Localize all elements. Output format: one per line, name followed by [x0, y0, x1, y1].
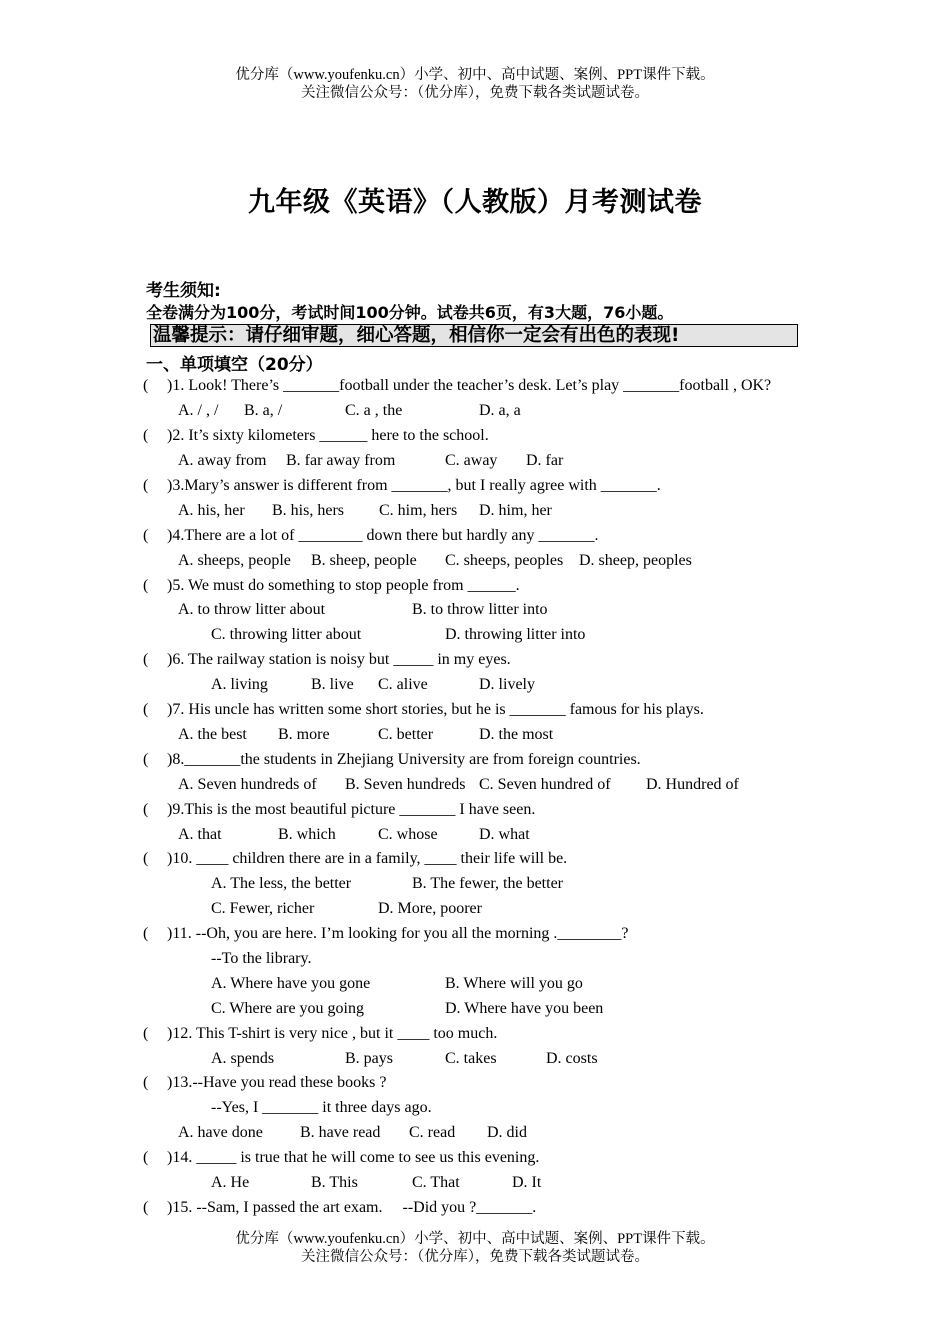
option-a: A. Seven hundreds of	[178, 776, 317, 793]
option-a: A. spends	[211, 1050, 275, 1067]
section-heading: 一、单项填空（20分）	[146, 355, 323, 375]
option-d: D. far	[526, 452, 564, 469]
option-c: C. Seven hundred of	[479, 776, 611, 793]
question-11-reply: --To the library.	[211, 950, 312, 967]
answer-paren: (	[143, 477, 149, 494]
option-b: B. more	[278, 726, 330, 743]
question-text: )8._______the students in Zhejiang University are from foreign countries.	[167, 751, 641, 768]
option-d: D. lively	[479, 676, 535, 693]
option-b: B. live	[311, 676, 354, 693]
question-text: )9.This is the most beautiful picture _______ I have seen.	[167, 801, 536, 818]
question-text: )1. Look! There’s _______football under the teacher’s desk. Let’s play _______football , OK?	[167, 377, 772, 394]
answer-paren: (	[143, 925, 149, 942]
question-1	[143, 376, 771, 396]
option-b: B. sheep, people	[311, 552, 417, 569]
answer-paren: (	[143, 701, 149, 718]
option-c: C. sheeps, peoples	[445, 552, 564, 569]
question-15	[143, 1198, 536, 1218]
header-line-1: 优分库（www.youfenku.cn）小学、初中、高中试题、案例、PPT课件下载。	[235, 67, 715, 83]
option-b: B. This	[311, 1174, 358, 1191]
question-text: )3.Mary’s answer is different from _______, but I really agree with _______.	[167, 477, 661, 494]
option-d: D. More, poorer	[378, 900, 482, 917]
question-6	[143, 650, 511, 670]
question-12	[143, 1024, 497, 1044]
question-text: )15. --Sam, I passed the art exam. --Did you ?_______.	[167, 1199, 537, 1216]
question-10	[143, 849, 567, 869]
option-a: A. that	[178, 826, 222, 843]
question-text: )14. _____ is true that he will come to see us this evening.	[167, 1149, 540, 1166]
option-d: D. It	[512, 1174, 542, 1191]
question-text: )7. His uncle has written some short stories, but he is _______ famous for his plays.	[167, 701, 704, 718]
option-a: A. living	[211, 676, 268, 693]
option-c: C. whose	[378, 826, 438, 843]
question-8	[143, 750, 641, 770]
question-text: )5. We must do something to stop people from ______.	[167, 577, 520, 594]
option-d: D. Hundred of	[646, 776, 739, 793]
tip-box: 温馨提示：请仔细审题，细心答题，相信你一定会有出色的表现!	[150, 324, 798, 347]
answer-paren: (	[143, 1199, 149, 1216]
notice-line: 全卷满分为100分，考试时间100分钟。试卷共6页，有3大题，76小题。	[146, 303, 674, 322]
option-c: C. away	[445, 452, 498, 469]
footer-line-1: 优分库（www.youfenku.cn）小学、初中、高中试题、案例、PPT课件下载。	[235, 1231, 715, 1247]
option-b: B. have read	[300, 1124, 381, 1141]
footer-line-2: 关注微信公众号：（优分库），免费下载各类试题试卷。	[301, 1249, 649, 1265]
answer-paren: (	[143, 527, 149, 544]
question-text: )11. --Oh, you are here. I’m looking for you all the morning .________?	[167, 925, 629, 942]
question-text: )12. This T-shirt is very nice , but it ____ too much.	[167, 1025, 498, 1042]
question-text: )10. ____ children there are in a family, ____ their life will be.	[167, 850, 568, 867]
option-a: A. / , /	[178, 402, 219, 419]
option-c: C. better	[378, 726, 434, 743]
option-d: D. sheep, peoples	[579, 552, 692, 569]
option-b: B. far away from	[286, 452, 396, 469]
question-2	[143, 426, 489, 446]
option-a: A. the best	[178, 726, 247, 743]
option-d: D. the most	[479, 726, 554, 743]
option-c: C. throwing litter about	[211, 626, 362, 643]
question-13-reply: --Yes, I _______ it three days ago.	[211, 1099, 432, 1116]
option-b: B. his, hers	[272, 502, 344, 519]
option-c: C. Fewer, richer	[211, 900, 315, 917]
answer-paren: (	[143, 1025, 149, 1042]
option-d: D. did	[487, 1124, 527, 1141]
option-b: B. pays	[345, 1050, 393, 1067]
answer-paren: (	[143, 651, 149, 668]
option-d: D. him, her	[479, 502, 552, 519]
option-c: C. a , the	[345, 402, 403, 419]
option-d: D. a, a	[479, 402, 521, 419]
option-a: A. sheeps, people	[178, 552, 291, 569]
option-a: A. his, her	[178, 502, 245, 519]
question-11	[143, 924, 629, 944]
option-b: B. Where will you go	[445, 975, 583, 992]
option-c: C. takes	[445, 1050, 497, 1067]
option-b: B. The fewer, the better	[412, 875, 563, 892]
question-5	[143, 576, 520, 596]
option-a: A. away from	[178, 452, 267, 469]
question-9	[143, 800, 535, 820]
answer-paren: (	[143, 1149, 149, 1166]
option-b: B. a, /	[244, 402, 283, 419]
question-3	[143, 476, 661, 496]
notice-heading: 考生须知:	[146, 281, 221, 301]
question-text: )13.--Have you read these books ?	[167, 1074, 387, 1091]
question-14	[143, 1148, 539, 1168]
question-7	[143, 700, 704, 720]
answer-paren: (	[143, 751, 149, 768]
option-c: C. alive	[378, 676, 428, 693]
question-text: )6. The railway station is noisy but _____ in my eyes.	[167, 651, 511, 668]
option-a: A. The less, the better	[211, 875, 352, 892]
option-d: D. Where have you been	[445, 1000, 604, 1017]
option-c: C. That	[412, 1174, 460, 1191]
header-line-2: 关注微信公众号：（优分库），免费下载各类试题试卷。	[301, 85, 649, 101]
page-title: 九年级《英语》（人教版）月考测试卷	[248, 187, 702, 218]
question-text: )4.There are a lot of ________ down there but hardly any _______.	[167, 527, 599, 544]
answer-paren: (	[143, 801, 149, 818]
answer-paren: (	[143, 850, 149, 867]
question-13	[143, 1073, 386, 1093]
answer-paren: (	[143, 577, 149, 594]
option-a: A. to throw litter about	[178, 601, 326, 618]
option-d: D. what	[479, 826, 530, 843]
option-b: B. Seven hundreds	[345, 776, 466, 793]
option-b: B. which	[278, 826, 336, 843]
option-b: B. to throw litter into	[412, 601, 548, 618]
option-c: C. read	[409, 1124, 456, 1141]
option-d: D. throwing litter into	[445, 626, 586, 643]
answer-paren: (	[143, 377, 149, 394]
option-d: D. costs	[546, 1050, 598, 1067]
option-a: A. have done	[178, 1124, 263, 1141]
option-c: C. him, hers	[379, 502, 458, 519]
question-text: )2. It’s sixty kilometers ______ here to the school.	[167, 427, 489, 444]
option-a: A. He	[211, 1174, 250, 1191]
option-a: A. Where have you gone	[211, 975, 371, 992]
answer-paren: (	[143, 427, 149, 444]
option-c: C. Where are you going	[211, 1000, 364, 1017]
answer-paren: (	[143, 1074, 149, 1091]
question-4	[143, 526, 598, 546]
